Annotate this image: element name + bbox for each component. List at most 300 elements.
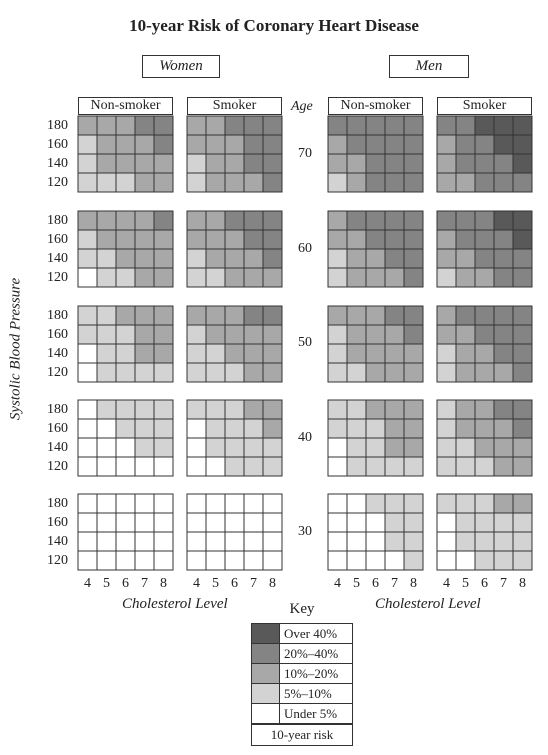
risk-cell <box>385 551 404 570</box>
risk-cell <box>206 513 225 532</box>
risk-cell <box>225 363 244 382</box>
risk-cell <box>225 135 244 154</box>
cholesterol-tick-label: 7 <box>250 576 257 591</box>
sbp-tick-label: 140 <box>47 156 68 171</box>
risk-cell <box>78 325 97 344</box>
risk-cell <box>366 494 385 513</box>
legend-swatch <box>252 624 280 643</box>
risk-cell <box>494 513 513 532</box>
risk-cell <box>437 457 456 476</box>
risk-cell <box>385 154 404 173</box>
risk-cell <box>513 230 532 249</box>
risk-cell <box>78 154 97 173</box>
risk-cell <box>187 211 206 230</box>
risk-cell <box>187 551 206 570</box>
risk-cell <box>347 400 366 419</box>
risk-cell <box>244 306 263 325</box>
risk-cell <box>456 173 475 192</box>
risk-cell <box>116 135 135 154</box>
risk-cell <box>404 135 423 154</box>
risk-cell <box>263 400 282 419</box>
risk-cell <box>328 230 347 249</box>
risk-cell <box>475 457 494 476</box>
risk-cell <box>187 154 206 173</box>
risk-cell <box>263 306 282 325</box>
risk-cell <box>513 344 532 363</box>
risk-cell <box>513 154 532 173</box>
risk-cell <box>263 154 282 173</box>
risk-cell <box>366 400 385 419</box>
risk-cell <box>456 438 475 457</box>
risk-cell <box>97 438 116 457</box>
sbp-tick-label: 160 <box>47 232 68 247</box>
risk-cell <box>456 551 475 570</box>
risk-cell <box>206 532 225 551</box>
risk-cell <box>347 457 366 476</box>
risk-cell <box>494 457 513 476</box>
risk-cell <box>187 268 206 287</box>
risk-cell <box>475 325 494 344</box>
risk-cell <box>437 135 456 154</box>
risk-cell <box>366 116 385 135</box>
risk-cell <box>135 363 154 382</box>
risk-cell <box>404 344 423 363</box>
risk-cell <box>116 325 135 344</box>
cholesterol-tick-label: 5 <box>353 576 360 591</box>
risk-cell <box>135 438 154 457</box>
risk-cell <box>347 532 366 551</box>
risk-cell <box>135 457 154 476</box>
risk-cell <box>437 513 456 532</box>
risk-cell <box>154 154 173 173</box>
risk-cell <box>97 532 116 551</box>
risk-cell <box>366 457 385 476</box>
risk-cell <box>494 419 513 438</box>
risk-cell <box>206 551 225 570</box>
risk-cell <box>135 551 154 570</box>
cholesterol-tick-label: 4 <box>334 576 341 591</box>
risk-cell <box>456 363 475 382</box>
risk-cell <box>154 363 173 382</box>
risk-cell <box>206 154 225 173</box>
risk-cell <box>475 438 494 457</box>
risk-cell <box>135 400 154 419</box>
cholesterol-tick-label: 6 <box>122 576 129 591</box>
legend-swatch <box>252 684 280 703</box>
risk-cell <box>154 325 173 344</box>
risk-cell <box>263 268 282 287</box>
legend <box>251 623 353 746</box>
risk-cell <box>385 230 404 249</box>
risk-cell <box>437 249 456 268</box>
risk-cell <box>456 494 475 513</box>
risk-cell <box>244 551 263 570</box>
risk-cell <box>385 135 404 154</box>
risk-cell <box>244 438 263 457</box>
chart-title: 10-year Risk of Coronary Heart Disease <box>129 16 419 35</box>
risk-cell <box>385 268 404 287</box>
risk-cell <box>244 135 263 154</box>
risk-cell <box>154 116 173 135</box>
risk-cell <box>244 400 263 419</box>
sbp-tick-label: 180 <box>47 213 68 228</box>
risk-cell <box>263 551 282 570</box>
risk-cell <box>347 551 366 570</box>
risk-cell <box>513 211 532 230</box>
risk-cell <box>494 325 513 344</box>
risk-cell <box>225 268 244 287</box>
risk-cell <box>513 135 532 154</box>
risk-cell <box>347 419 366 438</box>
risk-cell <box>78 135 97 154</box>
women-group-label: Women <box>142 55 220 78</box>
risk-cell <box>206 230 225 249</box>
risk-cell <box>328 268 347 287</box>
risk-cell <box>328 154 347 173</box>
sbp-tick-label: 140 <box>47 534 68 549</box>
risk-cell <box>135 532 154 551</box>
risk-cell <box>97 325 116 344</box>
legend-swatch <box>252 664 280 683</box>
risk-cell <box>78 400 97 419</box>
risk-cell <box>97 135 116 154</box>
risk-cell <box>225 551 244 570</box>
risk-cell <box>116 249 135 268</box>
cholesterol-tick-label: 7 <box>391 576 398 591</box>
sbp-tick-label: 180 <box>47 402 68 417</box>
risk-cell <box>404 400 423 419</box>
risk-cell <box>116 344 135 363</box>
risk-cell <box>97 419 116 438</box>
risk-cell <box>187 344 206 363</box>
risk-cell <box>154 211 173 230</box>
risk-cell <box>206 494 225 513</box>
risk-cell <box>366 173 385 192</box>
risk-cell <box>385 211 404 230</box>
risk-cell <box>494 135 513 154</box>
sbp-tick-label: 160 <box>47 515 68 530</box>
risk-cell <box>494 532 513 551</box>
risk-cell <box>97 494 116 513</box>
risk-cell <box>328 457 347 476</box>
men-smoker-header: Smoker <box>437 97 532 115</box>
risk-cell <box>206 249 225 268</box>
risk-cell <box>154 249 173 268</box>
risk-cell <box>206 173 225 192</box>
risk-cell <box>385 306 404 325</box>
legend-label: 5%–10% <box>284 686 332 701</box>
risk-cell <box>456 419 475 438</box>
risk-cell <box>437 230 456 249</box>
risk-cell <box>456 532 475 551</box>
sbp-tick-label: 140 <box>47 440 68 455</box>
risk-cell <box>225 116 244 135</box>
risk-cell <box>494 363 513 382</box>
risk-cell <box>366 249 385 268</box>
risk-cell <box>206 211 225 230</box>
risk-cell <box>385 173 404 192</box>
risk-cell <box>456 268 475 287</box>
risk-cell <box>97 551 116 570</box>
risk-cell <box>404 363 423 382</box>
risk-cell <box>456 344 475 363</box>
risk-cell <box>494 249 513 268</box>
risk-cell <box>475 173 494 192</box>
risk-cell <box>347 154 366 173</box>
risk-cell <box>366 268 385 287</box>
risk-cell <box>437 400 456 419</box>
risk-cell <box>263 494 282 513</box>
risk-cell <box>404 211 423 230</box>
risk-cell <box>347 494 366 513</box>
risk-cell <box>328 116 347 135</box>
risk-cell <box>244 154 263 173</box>
sbp-tick-label: 180 <box>47 496 68 511</box>
sbp-tick-label: 180 <box>47 118 68 133</box>
risk-cell <box>347 173 366 192</box>
risk-cell <box>135 419 154 438</box>
risk-cell <box>404 249 423 268</box>
risk-cell <box>244 211 263 230</box>
risk-cell <box>206 400 225 419</box>
risk-cell <box>475 249 494 268</box>
men-group-label: Men <box>389 55 469 78</box>
risk-cell <box>475 344 494 363</box>
risk-cell <box>78 116 97 135</box>
risk-cell <box>456 135 475 154</box>
risk-cell <box>187 306 206 325</box>
age-label-40: 40 <box>298 430 312 445</box>
risk-cell <box>347 268 366 287</box>
cholesterol-tick-label: 5 <box>103 576 110 591</box>
risk-cell <box>494 551 513 570</box>
risk-cell <box>513 116 532 135</box>
men-x-axis-label: Cholesterol Level <box>375 596 481 612</box>
risk-cell <box>456 230 475 249</box>
risk-cell <box>263 532 282 551</box>
risk-cell <box>154 419 173 438</box>
risk-cell <box>437 363 456 382</box>
risk-cell <box>404 551 423 570</box>
risk-cell <box>456 249 475 268</box>
risk-cell <box>135 230 154 249</box>
cholesterol-tick-label: 6 <box>481 576 488 591</box>
risk-cell <box>78 457 97 476</box>
risk-cell <box>347 230 366 249</box>
risk-cell <box>366 551 385 570</box>
risk-cell <box>437 116 456 135</box>
cholesterol-tick-label: 4 <box>193 576 200 591</box>
risk-cell <box>154 551 173 570</box>
risk-cell <box>404 154 423 173</box>
risk-cell <box>78 363 97 382</box>
cholesterol-tick-label: 6 <box>372 576 379 591</box>
risk-cell <box>494 268 513 287</box>
risk-cell <box>225 438 244 457</box>
legend-footer: 10-year risk <box>252 724 352 745</box>
legend-item-over-40 <box>252 624 352 644</box>
risk-cell <box>404 438 423 457</box>
risk-cell <box>494 116 513 135</box>
risk-cell <box>244 173 263 192</box>
risk-cell <box>437 325 456 344</box>
risk-cell <box>154 268 173 287</box>
risk-cell <box>116 551 135 570</box>
risk-cell <box>366 438 385 457</box>
sbp-tick-label: 120 <box>47 553 68 568</box>
risk-cell <box>78 211 97 230</box>
risk-cell <box>385 400 404 419</box>
risk-cell <box>116 116 135 135</box>
risk-cell <box>263 344 282 363</box>
risk-cell <box>116 532 135 551</box>
risk-cell <box>116 494 135 513</box>
risk-cell <box>385 419 404 438</box>
risk-cell <box>225 532 244 551</box>
risk-cell <box>366 306 385 325</box>
risk-cell <box>116 513 135 532</box>
risk-cell <box>244 230 263 249</box>
risk-cell <box>475 363 494 382</box>
legend-item-under-5 <box>252 704 352 724</box>
risk-cell <box>385 363 404 382</box>
risk-cell <box>78 344 97 363</box>
risk-cell <box>385 438 404 457</box>
risk-cell <box>513 438 532 457</box>
risk-cell <box>456 513 475 532</box>
risk-cell <box>116 173 135 192</box>
risk-cell <box>366 154 385 173</box>
risk-cell <box>135 173 154 192</box>
risk-cell <box>404 325 423 344</box>
risk-cell <box>263 211 282 230</box>
risk-cell <box>116 400 135 419</box>
sbp-tick-label: 160 <box>47 327 68 342</box>
risk-cell <box>187 419 206 438</box>
risk-cell <box>154 457 173 476</box>
risk-cell <box>97 306 116 325</box>
risk-cell <box>225 154 244 173</box>
risk-cell <box>187 513 206 532</box>
risk-cell <box>347 438 366 457</box>
risk-cell <box>437 551 456 570</box>
risk-cell <box>437 438 456 457</box>
age-label-60: 60 <box>298 241 312 256</box>
legend-label: Under 5% <box>284 706 338 721</box>
risk-cell <box>263 230 282 249</box>
risk-cell <box>513 457 532 476</box>
risk-cell <box>328 419 347 438</box>
sbp-tick-label: 120 <box>47 459 68 474</box>
risk-cell <box>494 154 513 173</box>
risk-cell <box>187 173 206 192</box>
risk-cell <box>385 344 404 363</box>
risk-cell <box>187 135 206 154</box>
risk-cell <box>263 363 282 382</box>
cholesterol-tick-label: 8 <box>410 576 417 591</box>
risk-cell <box>366 532 385 551</box>
risk-cell <box>347 135 366 154</box>
risk-cell <box>206 325 225 344</box>
risk-cell <box>263 249 282 268</box>
risk-cell <box>244 249 263 268</box>
risk-cell <box>366 135 385 154</box>
risk-cell <box>116 306 135 325</box>
risk-cell <box>154 532 173 551</box>
risk-cell <box>404 494 423 513</box>
risk-cell <box>385 249 404 268</box>
age-label-50: 50 <box>298 335 312 350</box>
risk-cell <box>513 551 532 570</box>
sbp-tick-label: 120 <box>47 270 68 285</box>
risk-cell <box>513 532 532 551</box>
risk-cell <box>494 344 513 363</box>
risk-cell <box>404 173 423 192</box>
risk-cell <box>135 116 154 135</box>
risk-cell <box>135 306 154 325</box>
risk-cell <box>78 230 97 249</box>
risk-cell <box>385 494 404 513</box>
risk-cell <box>513 173 532 192</box>
risk-cell <box>513 400 532 419</box>
risk-cell <box>154 173 173 192</box>
risk-cell <box>328 325 347 344</box>
risk-cell <box>437 173 456 192</box>
risk-cell <box>187 230 206 249</box>
risk-cell <box>135 268 154 287</box>
risk-cell <box>475 494 494 513</box>
risk-cell <box>456 400 475 419</box>
risk-cell <box>154 494 173 513</box>
risk-cell <box>263 438 282 457</box>
risk-cell <box>475 230 494 249</box>
risk-cell <box>187 325 206 344</box>
cholesterol-tick-label: 8 <box>269 576 276 591</box>
sbp-tick-label: 140 <box>47 251 68 266</box>
risk-cell <box>244 513 263 532</box>
risk-cell <box>97 173 116 192</box>
risk-cell <box>116 363 135 382</box>
risk-cell <box>404 532 423 551</box>
risk-cell <box>456 116 475 135</box>
legend-swatch <box>252 644 280 663</box>
cholesterol-tick-label: 4 <box>443 576 450 591</box>
sbp-tick-label: 160 <box>47 137 68 152</box>
risk-cell <box>154 400 173 419</box>
risk-cell <box>206 363 225 382</box>
risk-cell <box>116 457 135 476</box>
risk-cell <box>135 513 154 532</box>
risk-cell <box>385 513 404 532</box>
risk-cell <box>244 494 263 513</box>
risk-cell <box>78 513 97 532</box>
risk-cell <box>154 344 173 363</box>
risk-cell <box>494 173 513 192</box>
risk-cell <box>135 344 154 363</box>
risk-cell <box>225 211 244 230</box>
risk-cell <box>437 306 456 325</box>
risk-cell <box>437 419 456 438</box>
risk-cell <box>347 513 366 532</box>
risk-cell <box>97 268 116 287</box>
risk-cell <box>135 135 154 154</box>
y-axis-label: Systolic Blood Pressure <box>7 277 24 421</box>
legend-item-5-10 <box>252 684 352 704</box>
risk-cell <box>187 116 206 135</box>
risk-cell <box>404 457 423 476</box>
risk-cell <box>328 211 347 230</box>
risk-cell <box>404 116 423 135</box>
